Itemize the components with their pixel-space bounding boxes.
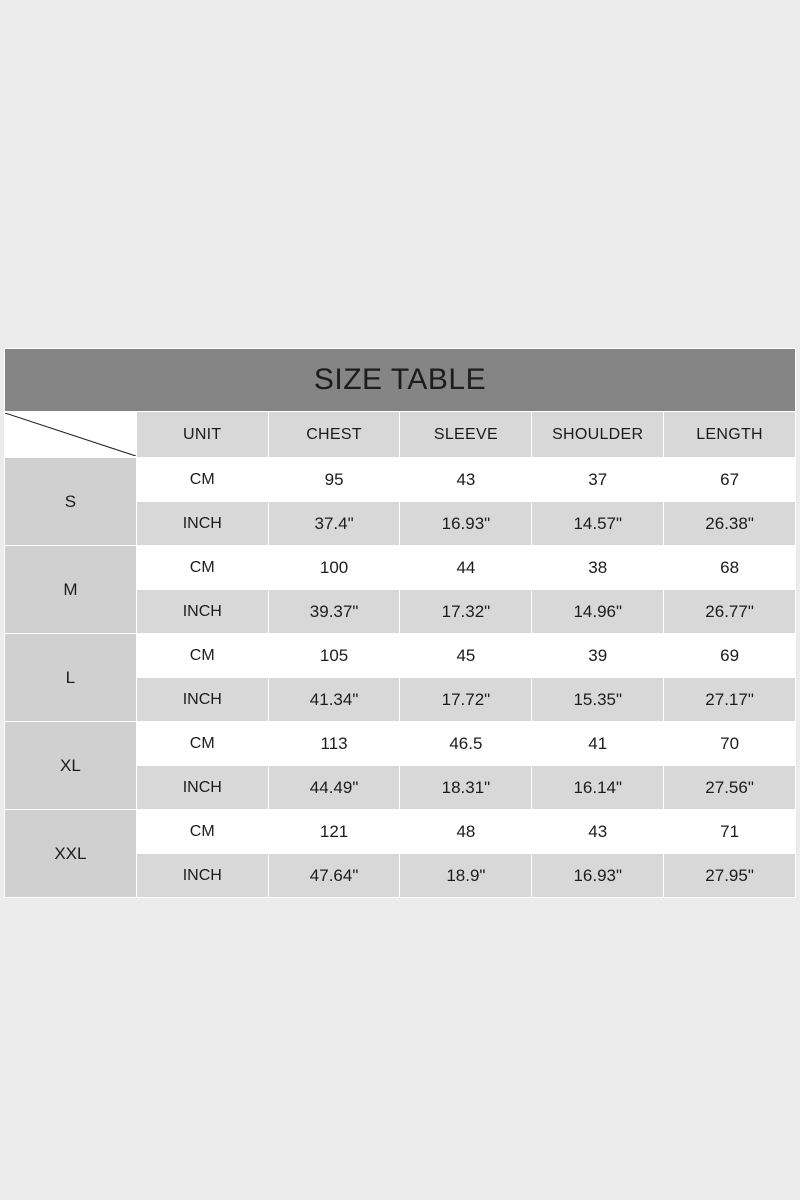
cell-sleeve-cm: 43	[400, 458, 532, 502]
cell-chest-cm: 105	[268, 634, 400, 678]
cell-sleeve-cm: 46.5	[400, 722, 532, 766]
unit-label-cm: CM	[136, 810, 268, 854]
unit-label-inch: INCH	[136, 590, 268, 634]
cell-shoulder-inch: 14.96"	[532, 590, 664, 634]
corner-diagonal-cell	[5, 412, 137, 458]
table-header-row	[5, 412, 796, 458]
cell-length-inch: 26.38"	[664, 502, 796, 546]
unit-label-cm: CM	[136, 634, 268, 678]
cell-sleeve-cm: 48	[400, 810, 532, 854]
size-table-container	[4, 348, 796, 898]
cell-chest-inch: 37.4"	[268, 502, 400, 546]
cell-chest-inch: 44.49"	[268, 766, 400, 810]
cell-chest-cm: 95	[268, 458, 400, 502]
cell-length-cm: 70	[664, 722, 796, 766]
cell-chest-inch: 39.37"	[268, 590, 400, 634]
cell-sleeve-inch: 18.31"	[400, 766, 532, 810]
page-title: SIZE TABLE	[5, 349, 796, 412]
size-label-l: L	[5, 634, 137, 722]
cell-shoulder-inch: 14.57"	[532, 502, 664, 546]
cell-shoulder-inch: 15.35"	[532, 678, 664, 722]
cell-sleeve-inch: 17.32"	[400, 590, 532, 634]
cell-sleeve-inch: 17.72"	[400, 678, 532, 722]
cell-length-inch: 27.56"	[664, 766, 796, 810]
column-header-length: LENGTH	[664, 412, 796, 458]
cell-shoulder-cm: 43	[532, 810, 664, 854]
cell-chest-inch: 47.64"	[268, 854, 400, 898]
column-header-sleeve: SLEEVE	[400, 412, 532, 458]
column-header-chest: CHEST	[268, 412, 400, 458]
cell-length-cm: 68	[664, 546, 796, 590]
size-table	[4, 348, 796, 898]
cell-length-inch: 27.95"	[664, 854, 796, 898]
cell-length-cm: 67	[664, 458, 796, 502]
cell-shoulder-cm: 39	[532, 634, 664, 678]
size-label-s: S	[5, 458, 137, 546]
cell-sleeve-inch: 18.9"	[400, 854, 532, 898]
cell-shoulder-cm: 37	[532, 458, 664, 502]
cell-chest-cm: 113	[268, 722, 400, 766]
unit-label-cm: CM	[136, 458, 268, 502]
cell-sleeve-cm: 45	[400, 634, 532, 678]
diagonal-line-icon	[5, 413, 136, 456]
cell-chest-inch: 41.34"	[268, 678, 400, 722]
unit-label-inch: INCH	[136, 854, 268, 898]
cell-length-cm: 69	[664, 634, 796, 678]
table-row	[5, 810, 796, 854]
unit-label-cm: CM	[136, 722, 268, 766]
unit-label-inch: INCH	[136, 678, 268, 722]
cell-sleeve-inch: 16.93"	[400, 502, 532, 546]
table-title-row	[5, 349, 796, 412]
size-label-xxl: XXL	[5, 810, 137, 898]
cell-sleeve-cm: 44	[400, 546, 532, 590]
size-label-m: M	[5, 546, 137, 634]
cell-chest-cm: 121	[268, 810, 400, 854]
cell-length-cm: 71	[664, 810, 796, 854]
table-row	[5, 458, 796, 502]
unit-label-inch: INCH	[136, 766, 268, 810]
cell-shoulder-cm: 38	[532, 546, 664, 590]
unit-label-inch: INCH	[136, 502, 268, 546]
cell-length-inch: 27.17"	[664, 678, 796, 722]
cell-shoulder-inch: 16.93"	[532, 854, 664, 898]
column-header-unit: UNIT	[136, 412, 268, 458]
table-row	[5, 634, 796, 678]
cell-length-inch: 26.77"	[664, 590, 796, 634]
size-label-xl: XL	[5, 722, 137, 810]
cell-shoulder-cm: 41	[532, 722, 664, 766]
cell-chest-cm: 100	[268, 546, 400, 590]
column-header-shoulder: SHOULDER	[532, 412, 664, 458]
unit-label-cm: CM	[136, 546, 268, 590]
cell-shoulder-inch: 16.14"	[532, 766, 664, 810]
table-row	[5, 722, 796, 766]
table-row	[5, 546, 796, 590]
